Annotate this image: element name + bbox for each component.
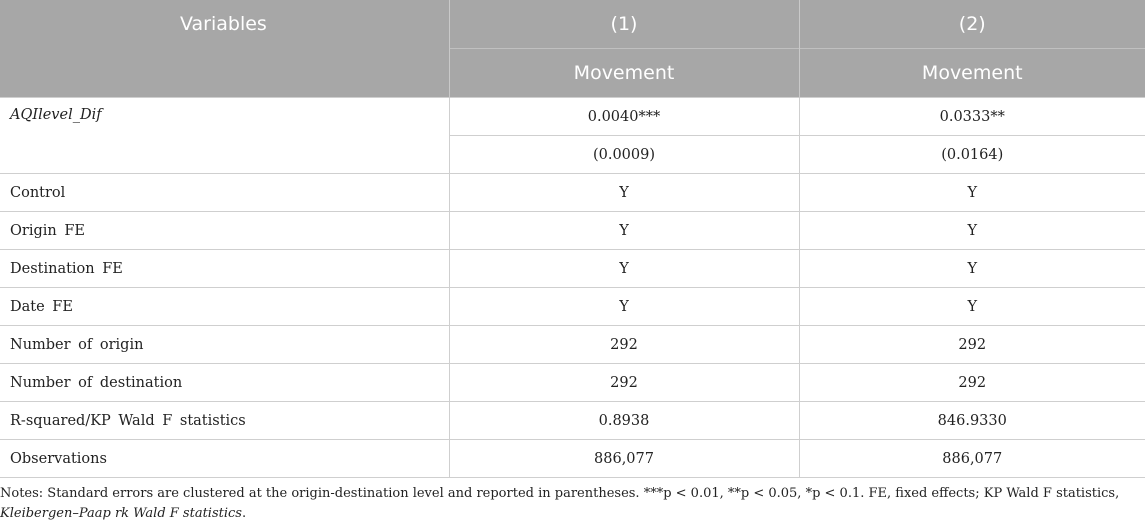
table-row bbox=[0, 288, 1145, 326]
table-notes bbox=[0, 484, 1140, 524]
row-label: Destination FE bbox=[0, 250, 449, 288]
cell-model-1: 292 bbox=[449, 326, 799, 364]
row-label-aqilevel-dif: AQIlevel_Dif bbox=[0, 98, 449, 174]
row-label: Number of origin bbox=[0, 326, 449, 364]
row-label: Date FE bbox=[0, 288, 449, 326]
row-label: Control bbox=[0, 174, 449, 212]
header-model-2: (2) bbox=[799, 0, 1145, 49]
table-row bbox=[0, 402, 1145, 440]
cell-model-2: Y bbox=[799, 174, 1145, 212]
table-row bbox=[0, 326, 1145, 364]
row-label: Observations bbox=[0, 440, 449, 478]
standard-error-model-2: (0.0164) bbox=[799, 136, 1145, 174]
table-row bbox=[0, 250, 1145, 288]
cell-model-2: Y bbox=[799, 250, 1145, 288]
cell-model-1: 0.8938 bbox=[449, 402, 799, 440]
notes-text: Notes: Standard errors are clustered at the origin-destination level and reported in parentheses. ***p < 0.01, **p < 0.05, *p < 0.1. FE, fixed effects; KP Wald F statistics, bbox=[0, 486, 1120, 501]
table-row bbox=[0, 212, 1145, 250]
cell-model-1: Y bbox=[449, 212, 799, 250]
header-row-model-numbers bbox=[0, 0, 1145, 49]
standard-error-model-1: (0.0009) bbox=[449, 136, 799, 174]
row-label: R-squared/KP Wald F statistics bbox=[0, 402, 449, 440]
cell-model-1: Y bbox=[449, 288, 799, 326]
cell-model-2: 292 bbox=[799, 364, 1145, 402]
table-body bbox=[0, 98, 1145, 478]
table-row bbox=[0, 174, 1145, 212]
notes-italic-term: Kleibergen–Paap rk Wald F statistics bbox=[0, 506, 242, 521]
coefficient-model-2: 0.0333** bbox=[799, 98, 1145, 136]
table-row-aqi-coefficient bbox=[0, 98, 1145, 136]
header-dependent-2: Movement bbox=[799, 49, 1145, 98]
cell-model-2: 846.9330 bbox=[799, 402, 1145, 440]
cell-model-1: 886,077 bbox=[449, 440, 799, 478]
cell-model-2: Y bbox=[799, 212, 1145, 250]
cell-model-2: 886,077 bbox=[799, 440, 1145, 478]
header-model-1: (1) bbox=[449, 0, 799, 49]
coefficient-model-1: 0.0040*** bbox=[449, 98, 799, 136]
cell-model-1: 292 bbox=[449, 364, 799, 402]
header-dependent-1: Movement bbox=[449, 49, 799, 98]
table-row bbox=[0, 364, 1145, 402]
header-variables: Variables bbox=[0, 0, 449, 98]
row-label: Origin FE bbox=[0, 212, 449, 250]
cell-model-2: Y bbox=[799, 288, 1145, 326]
cell-model-1: Y bbox=[449, 250, 799, 288]
cell-model-1: Y bbox=[449, 174, 799, 212]
table-header bbox=[0, 0, 1145, 98]
table-row bbox=[0, 440, 1145, 478]
cell-model-2: 292 bbox=[799, 326, 1145, 364]
notes-end: . bbox=[241, 506, 247, 521]
row-label: Number of destination bbox=[0, 364, 449, 402]
